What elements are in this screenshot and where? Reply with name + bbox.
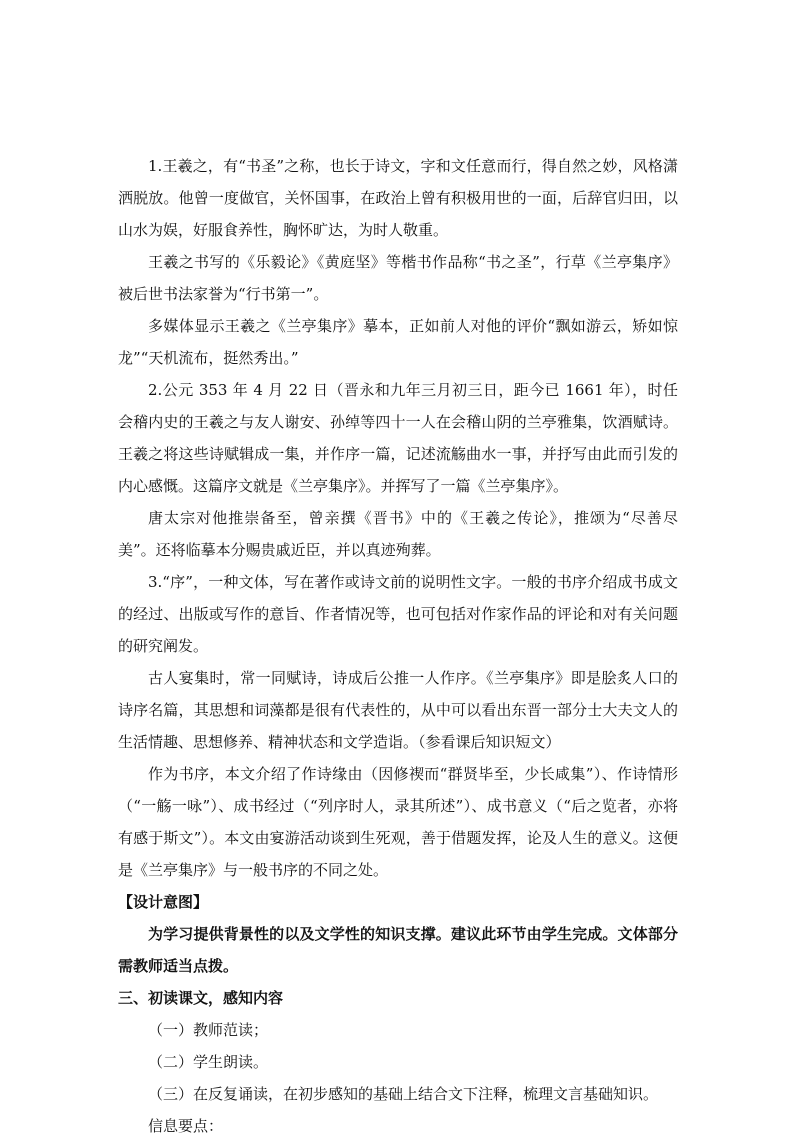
info-points-label: 信息要点： [148, 1117, 224, 1135]
paragraph-preface-analysis: 作为书序，本文介绍了作诗缘由（因修禊而“群贤毕至，少长咸集”）、作诗情形（“一觞一咏”）、成书经过（“列序时人，录其所述”）、成书意义（“后之览者，亦将有感于斯文”）。本文由宴游活动谈到生死观，善于借题发挥，论及人生的意义。这便是《兰亭集序》与一般书序的不同之处。 [118, 765, 678, 879]
document-page [118, 150, 678, 1142]
paragraph-tang-taizong: 唐太宗对他推崇备至，曾亲撰《晋书》中的《王羲之传论》，推颂为“尽善尽美”。还将临摹本分赐贵戚近臣，并以真迹殉葬。 [118, 509, 678, 559]
step-student-reading: （二）学生朗读。 [148, 1053, 269, 1071]
paragraph-multimedia-display: 多媒体显示王羲之《兰亭集序》摹本，正如前人对他的评价“飘如游云，矫如惊龙”“天机流布，挺然秀出。” [118, 317, 678, 367]
section-title: 三、初读课文，感知内容 [118, 989, 284, 1007]
design-intent-heading: 【设计意图】 [118, 893, 209, 911]
paragraph-lanting-gathering: 2.公元 353 年 4 月 22 日（晋永和九年三月初三日，距今已 1661 年），时任会稽内史的王羲之与友人谢安、孙绰等四十一人在会稽山阴的兰亭雅集，饮酒赋诗。王羲之将这些诗赋辑成一集，并作序一篇，记述流觞曲水一事，并抒写由此而引发的内心感慨。这篇序文就是《兰亭集序》。并挥写了一篇《兰亭集序》。 [118, 381, 678, 495]
paragraph-poetry-preface: 古人宴集时，常一同赋诗，诗成后公推一人作序。《兰亭集序》即是脍炙人口的诗序名篇，其思想和词藻都是很有代表性的，从中可以看出东晋一部分士大夫文人的生活情趣、思想修养、精神状态和文学造诣。（参看课后知识短文） [118, 669, 678, 751]
design-intent-text: 为学习提供背景性的以及文学性的知识支撑。建议此环节由学生完成。文体部分需教师适当点拨。 [118, 925, 678, 975]
step-teacher-reading: （一）教师范读； [148, 1021, 269, 1039]
paragraph-calligraphy-works: 王羲之书写的《乐毅论》《黄庭坚》等楷书作品称“书之圣”，行草《兰亭集序》被后世书法家誉为“行书第一”。 [118, 253, 678, 303]
step-repeated-reading: （三）在反复诵读，在初步感知的基础上结合文下注释，梳理文言基础知识。 [148, 1085, 659, 1103]
paragraph-wang-xizhi-intro: 1.王羲之，有“书圣”之称，也长于诗文，字和文任意而行，得自然之妙，风格潇洒脱放。他曾一度做官，关怀国事，在政治上曾有积极用世的一面，后辞官归田，以山水为娱，好服食养性，胸怀旷达，为时人敬重。 [118, 157, 678, 239]
paragraph-preface-genre: 3.“序”，一种文体，写在著作或诗文前的说明性文字。一般的书序介绍成书成文的经过、出版或写作的意旨、作者情况等，也可包括对作家作品的评论和对有关问题的研究阐发。 [118, 573, 678, 655]
